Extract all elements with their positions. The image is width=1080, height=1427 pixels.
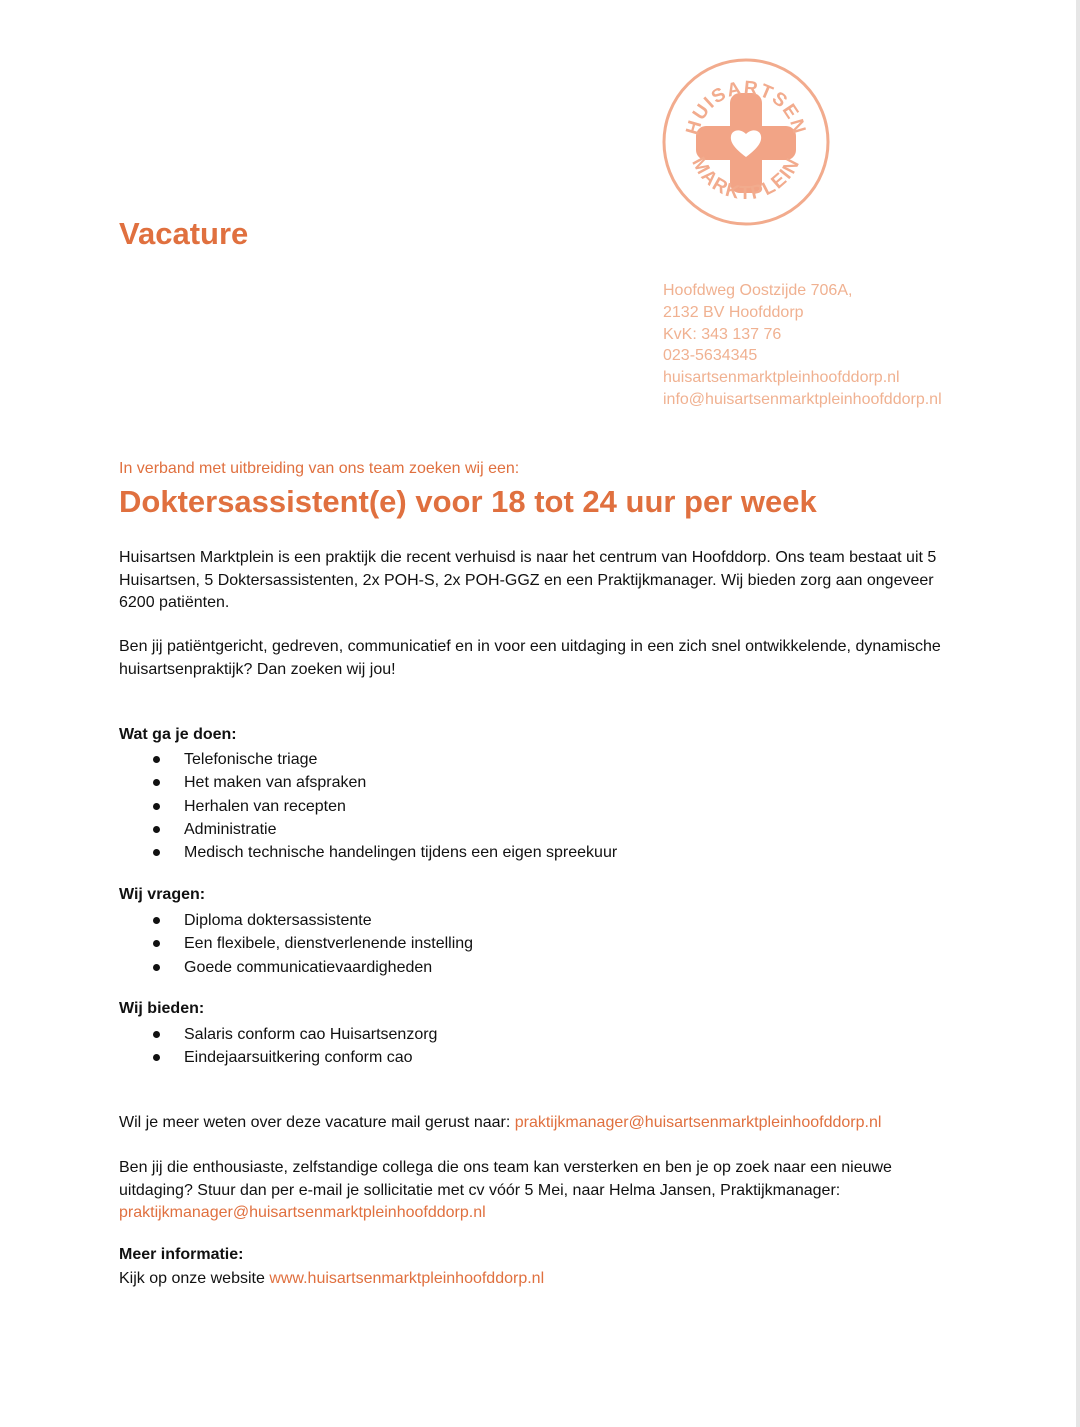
address-block	[663, 280, 942, 411]
list-item: Eindejaarsuitkering conform cao	[119, 1046, 437, 1069]
practice-logo	[660, 56, 832, 228]
application-paragraph	[119, 1157, 949, 1225]
application-email-link[interactable]: praktijkmanager@huisartsenmarktpleinhoofddorp.nl	[119, 1204, 486, 1221]
page-edge	[1076, 0, 1080, 1427]
bullet-icon	[153, 849, 160, 856]
page-title: Vacature	[119, 216, 249, 251]
intro-line: In verband met uitbreiding van ons team zoeken wij een:	[119, 460, 520, 477]
website-link[interactable]: www.huisartsenmarktpleinhoofddorp.nl	[269, 1270, 545, 1287]
address-postcode: 2132 BV Hoofddorp	[663, 303, 804, 321]
bullet-icon	[153, 779, 160, 786]
practice-description: Huisartsen Marktplein is een praktijk die recent verhuisd is naar het centrum van Hoofddorp. Ons team bestaat uit 5 Huisartsen, 5 Doktersassistenten, 2x POH-S, 2x POH-GGZ en een Praktijkmanager. Wij bieden zorg aan ongeveer 6200 patiënten.	[119, 549, 937, 611]
bullet-icon	[153, 1031, 160, 1038]
list-item: Salaris conform cao Huisartsenzorg	[119, 1023, 437, 1046]
job-headline: Doktersassistent(e) voor 18 tot 24 uur per week	[119, 484, 817, 519]
bullet-icon	[153, 917, 160, 924]
offer-heading: Wij bieden:	[119, 1000, 205, 1017]
list-item: Het maken van afspraken	[119, 771, 617, 794]
bullet-icon	[153, 826, 160, 833]
address-street: Hoofdweg Oostzijde 706A,	[663, 282, 853, 299]
candidate-description: Ben jij patiëntgericht, gedreven, communicatief en in voor een uitdaging in een zich snel ontwikkelende, dynamische huisartsenpraktijk? Dan zoeken wij jou!	[119, 638, 941, 678]
tasks-list	[119, 748, 617, 864]
address-kvk: KvK: 343 137 76	[663, 325, 782, 343]
offer-list	[119, 1023, 437, 1070]
application-text: Ben jij die enthousiaste, zelfstandige collega die ons team kan versterken en ben je op zoek naar een nieuwe uitdaging? Stuur dan per e-mail je sollicitatie met cv vóór 5 Mei, naar Helma Jansen, Praktijkmanager:	[119, 1159, 892, 1199]
address-email[interactable]: info@huisartsenmarktpleinhoofddorp.nl	[663, 390, 942, 408]
bullet-icon	[153, 1054, 160, 1061]
address-website[interactable]: huisartsenmarktpleinhoofddorp.nl	[663, 369, 900, 387]
more-info-line	[119, 1268, 949, 1291]
more-info-heading: Meer informatie:	[119, 1246, 244, 1263]
contact-line	[119, 1112, 949, 1135]
logo-seal	[660, 56, 832, 228]
address-phone[interactable]: 023-5634345	[663, 347, 758, 365]
requirements-list	[119, 909, 473, 979]
contact-email-link[interactable]: praktijkmanager@huisartsenmarktpleinhoofddorp.nl	[514, 1114, 882, 1131]
more-info-text: Kijk op onze website	[119, 1270, 270, 1287]
requirements-heading: Wij vragen:	[119, 886, 206, 903]
tasks-heading: Wat ga je doen:	[119, 726, 237, 743]
logo-top-text: HUISARTSEN	[682, 77, 810, 138]
logo-bottom-text: MARKTPLEIN	[687, 153, 805, 205]
list-item: Diploma doktersassistente	[119, 909, 473, 932]
bullet-icon	[153, 964, 160, 971]
contact-text: Wil je meer weten over deze vacature mail gerust naar:	[119, 1114, 515, 1131]
bullet-icon	[153, 803, 160, 810]
list-item: Een flexibele, dienstverlenende instelling	[119, 932, 473, 955]
bullet-icon	[153, 940, 160, 947]
list-item: Goede communicatievaardigheden	[119, 956, 473, 979]
list-item: Administratie	[119, 818, 617, 841]
list-item: Medisch technische handelingen tijdens een eigen spreekuur	[119, 841, 617, 864]
list-item: Telefonische triage	[119, 748, 617, 771]
bullet-icon	[153, 756, 160, 763]
list-item: Herhalen van recepten	[119, 795, 617, 818]
